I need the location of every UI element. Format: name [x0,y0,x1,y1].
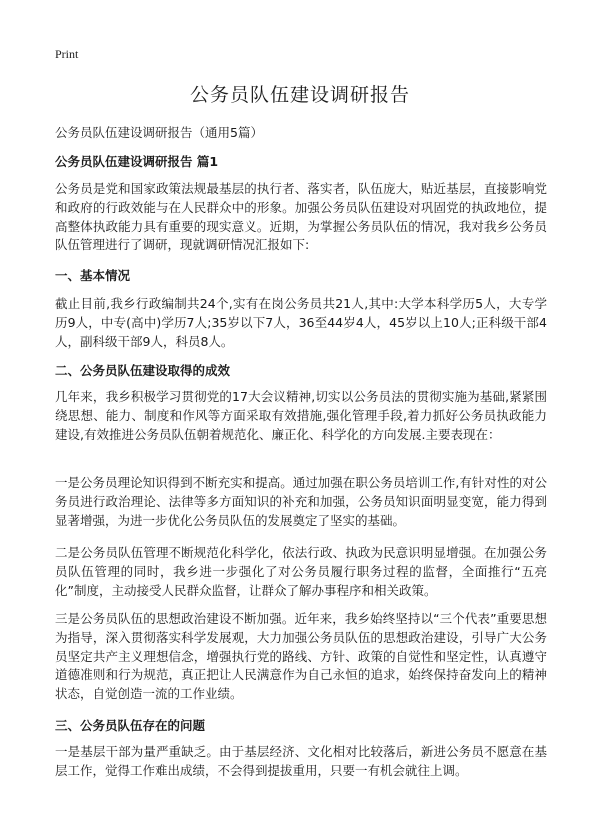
section-heading-achievements: 二、公务员队伍建设取得的成效 [55,363,231,378]
basic-situation-paragraph: 截止目前,我乡行政编制共24个,实有在岗公务员共21人,其中:大学本科学历5人，大专学历9人，中专(高中)学历7人;35岁以下7人，36至44岁4人，45岁以上10人;正科级干部4人，副科级干部9人，科员8人。 [55,296,547,349]
achievement-paragraph-3: 三是公务员队伍的思想政治建设不断加强。近年来，我乡始终坚持以“三个代表”重要思想为指导，深入贯彻落实科学发展观，大力加强公务员队伍的思想政治建设，引导广大公务员坚定共产主义理想信念，增强执行党的路线、方针、政策的自觉性和坚定性，认真遵守道德准则和行为规范，真正把让人民满意作为自己永恒的追求，始终保持奋发向上的精神状态，自觉创造一流的工作业绩。 [55,611,547,702]
section-heading-basic-situation: 一、基本情况 [55,268,131,283]
problem-paragraph-1: 一是基层干部为量严重缺乏。由于基层经济、文化相对比较落后，新进公务员不愿意在基层工作，觉得工作难出成绩，不会得到提拔重用，只要一有机会就往上调。 [55,744,547,778]
achievement-paragraph-1: 一是公务员理论知识得到不断充实和提高。通过加强在职公务员培训工作,有针对性的对公务员进行政治理论、法律等多方面知识的补充和加强，公务员知识面明显变宽，能力得到显著增强，为进一步优化公务员队伍的发展奠定了坚实的基础。 [55,475,547,528]
document-subtitle: 公务员队伍建设调研报告（通用5篇） [55,125,263,140]
page-title: 公务员队伍建设调研报告 [189,84,410,106]
intro-paragraph: 公务员是党和国家政策法规最基层的执行者、落实者，队伍庞大，贴近基层，直接影响党和政府的行政效能与在人民群众中的形象。加强公务员队伍建设对巩固党的执政地位，提高整体执政能力具有重要的现实意义。近期，为掌握公务员队伍的情况，我对我乡公务员队伍管理进行了调研，现就调研情况汇报如下: [55,181,547,253]
part-heading: 公务员队伍建设调研报告 篇1 [55,154,219,169]
print-link[interactable]: Print [55,47,79,61]
achievement-paragraph-2: 二是公务员队伍管理不断规范化科学化，依法行政、执政为民意识明显增强。在加强公务员队伍管理的同时，我乡进一步强化了对公务员履行职务过程的监督，全面推行“五亮化”制度，主动接受人民群众监督，让群众了解办事程序和相关政策。 [55,545,547,598]
section-heading-problems: 三、公务员队伍存在的问题 [55,718,206,733]
achievements-intro-paragraph: 几年来，我乡积极学习贯彻党的17大会议精神,切实以公务员法的贯彻实施为基础,紧紧围绕思想、能力、制度和作风等方面采取有效措施,强化管理手段,着力抓好公务员执政能力建设,有效推进公务员队伍朝着规范化、廉正化、科学化的方向发展.主要表现在： [55,389,547,442]
